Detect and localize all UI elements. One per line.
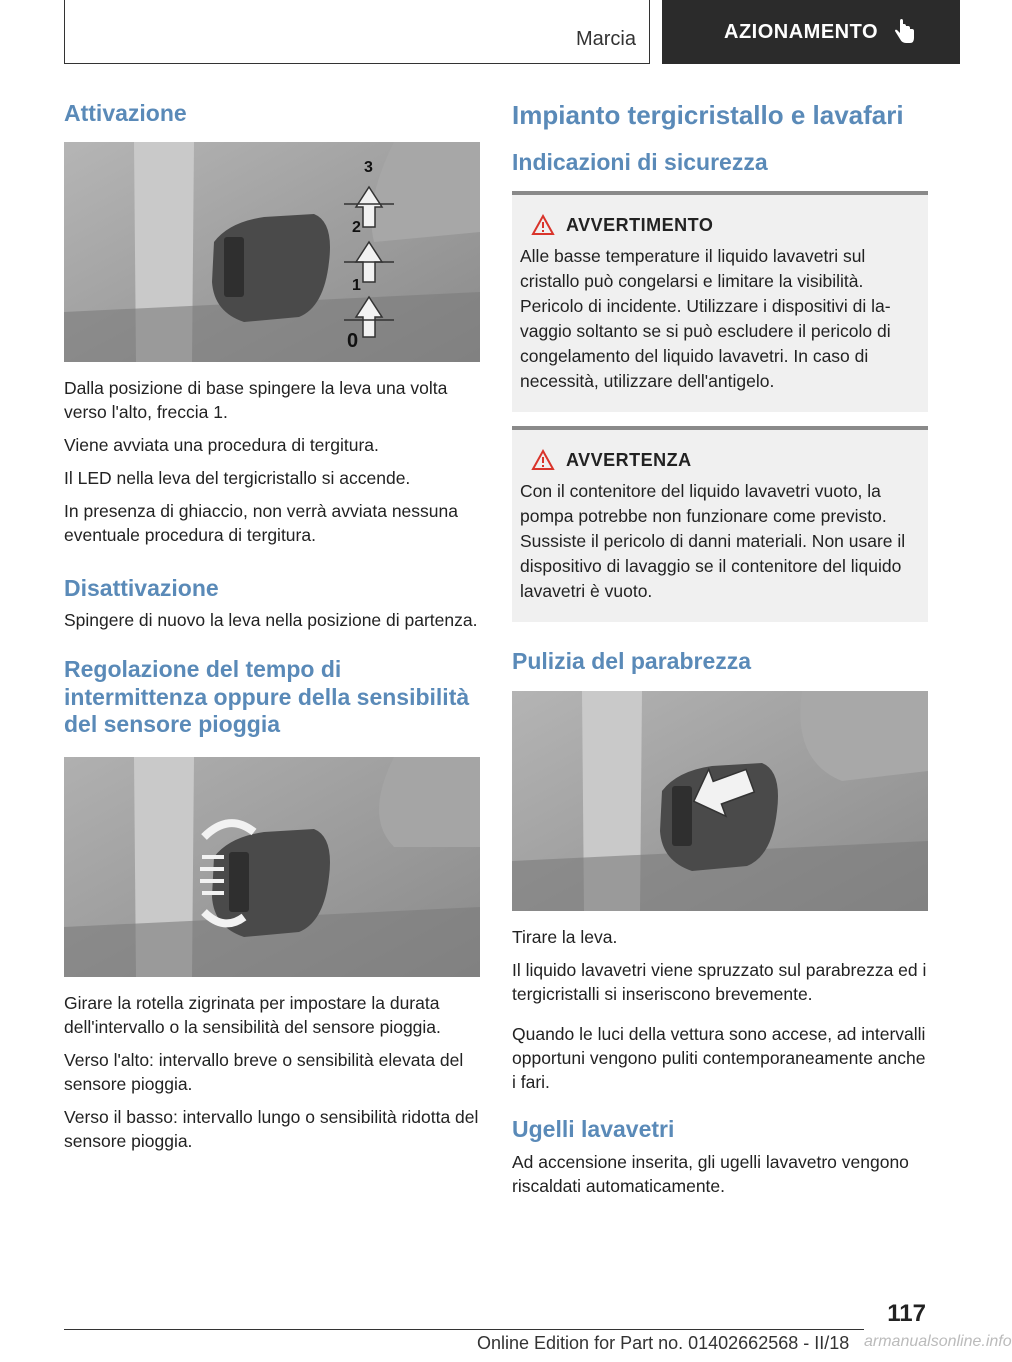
heading-impianto-tergicristallo: Impianto tergicristallo e lavafari: [512, 100, 904, 130]
photo-wiper-lever-pull: [512, 691, 928, 911]
heading-indicazioni-sicurezza: Indicazioni di sicurezza: [512, 149, 768, 176]
paragraph-attivazione-4: In presenza di ghiaccio, non verrà avviata nessuna eventuale procedura di tergitura.: [64, 500, 458, 545]
heading-attivazione: Attivazione: [64, 100, 187, 126]
paragraph-regolazione-3: Verso il basso: intervallo lungo o sensibilità ridotta del sensore pioggia.: [64, 1106, 479, 1151]
paragraph-regolazione-1: Girare la rotella zigrinata per impostare la durata dell'intervallo o la sensibilità del sensore pioggia.: [64, 992, 441, 1037]
paragraph-pulizia-3: Quando le luci della vettura sono accese, ad intervalli opportuni vengono puliti contemporaneamente anche i fari.: [512, 1024, 926, 1093]
paragraph-pulizia-2: Il liquido lavavetri viene spruzzato sul parabrezza ed i tergicristalli si inseriscono brevemente.: [512, 960, 927, 1005]
photo-wiper-knurled-wheel: [64, 757, 480, 977]
warning-text-avvertimento: Alle basse temperature il liquido lavavetri sul cristallo può congelarsi e limitare la visibilità. Pericolo di incidente. Utilizzare i dispositivi di lavaggio soltanto se si può escludere il pericolo di congelamento del liquido lavavetri. In caso di necessità, utilizzare dell'antigelo.: [520, 245, 891, 391]
paragraph-attivazione-2: Viene avviata una procedura di tergitura.: [64, 434, 379, 455]
page-number: 117: [887, 1300, 926, 1327]
photo1-label-3: 3: [364, 158, 373, 176]
header-section-title: Marcia: [575, 28, 636, 50]
heading-ugelli-lavavetri: Ugelli lavavetri: [512, 1116, 675, 1143]
heading-pulizia-parabrezza: Pulizia del parabrezza: [512, 647, 752, 674]
paragraph-attivazione-3: Il LED nella leva del tergicristallo si accende.: [64, 467, 411, 488]
paragraph-disattivazione: Spingere di nuovo la leva nella posizione di partenza.: [64, 610, 478, 631]
paragraph-ugelli: Ad accensione inserita, gli ugelli lavavetro vengono riscaldati automaticamente.: [512, 1151, 909, 1196]
header-chapter-title: AZIONAMENTO: [724, 20, 879, 43]
footer-watermark: armanualsonline.info: [864, 1333, 1012, 1350]
paragraph-regolazione-2: Verso l'alto: intervallo breve o sensibilità elevata del sensore pioggia.: [64, 1049, 464, 1094]
heading-disattivazione: Disattivazione: [64, 574, 219, 601]
warning-box-avvertenza: [512, 426, 928, 622]
warning-title-avvertenza: AVVERTENZA: [566, 449, 692, 470]
warning-triangle-icon: [532, 450, 554, 470]
photo1-label-0: 0: [347, 329, 359, 352]
warning-title-avvertimento: AVVERTIMENTO: [566, 214, 714, 235]
warning-text-avvertenza: Con il contenitore del liquido lavavetri vuoto, la pompa potrebbe non funzionare come previsto. Sussiste il pericolo di danni materiali. Non usare il dispositivo di lavaggio se il contenitore del liquido lavavetri è vuoto.: [520, 480, 906, 601]
paragraph-pulizia-1: Tirare la leva.: [512, 927, 618, 948]
warning-box-avvertimento: [512, 191, 928, 412]
warning-triangle-icon: [532, 215, 554, 235]
header-chapter-bar: [662, 0, 960, 64]
footer-divider: [64, 1329, 864, 1330]
right-column: [512, 100, 928, 1207]
heading-regolazione: Regolazione del tempo di intermittenza oppure della sensibilità del sensore pioggia: [64, 656, 470, 738]
photo-wiper-lever-positions: [64, 142, 480, 362]
paragraph-attivazione-1: Dalla posizione di base spingere la leva una volta verso l'alto, freccia 1.: [64, 377, 448, 422]
photo1-label-2: 2: [352, 218, 361, 236]
photo1-label-1: 1: [352, 276, 361, 294]
header-tab-frame: [64, 0, 650, 64]
left-column: [64, 100, 480, 1162]
footer-edition-text: Online Edition for Part no. 01402662568 - II/18: [477, 1333, 850, 1353]
hand-pointer-icon: [894, 19, 916, 45]
